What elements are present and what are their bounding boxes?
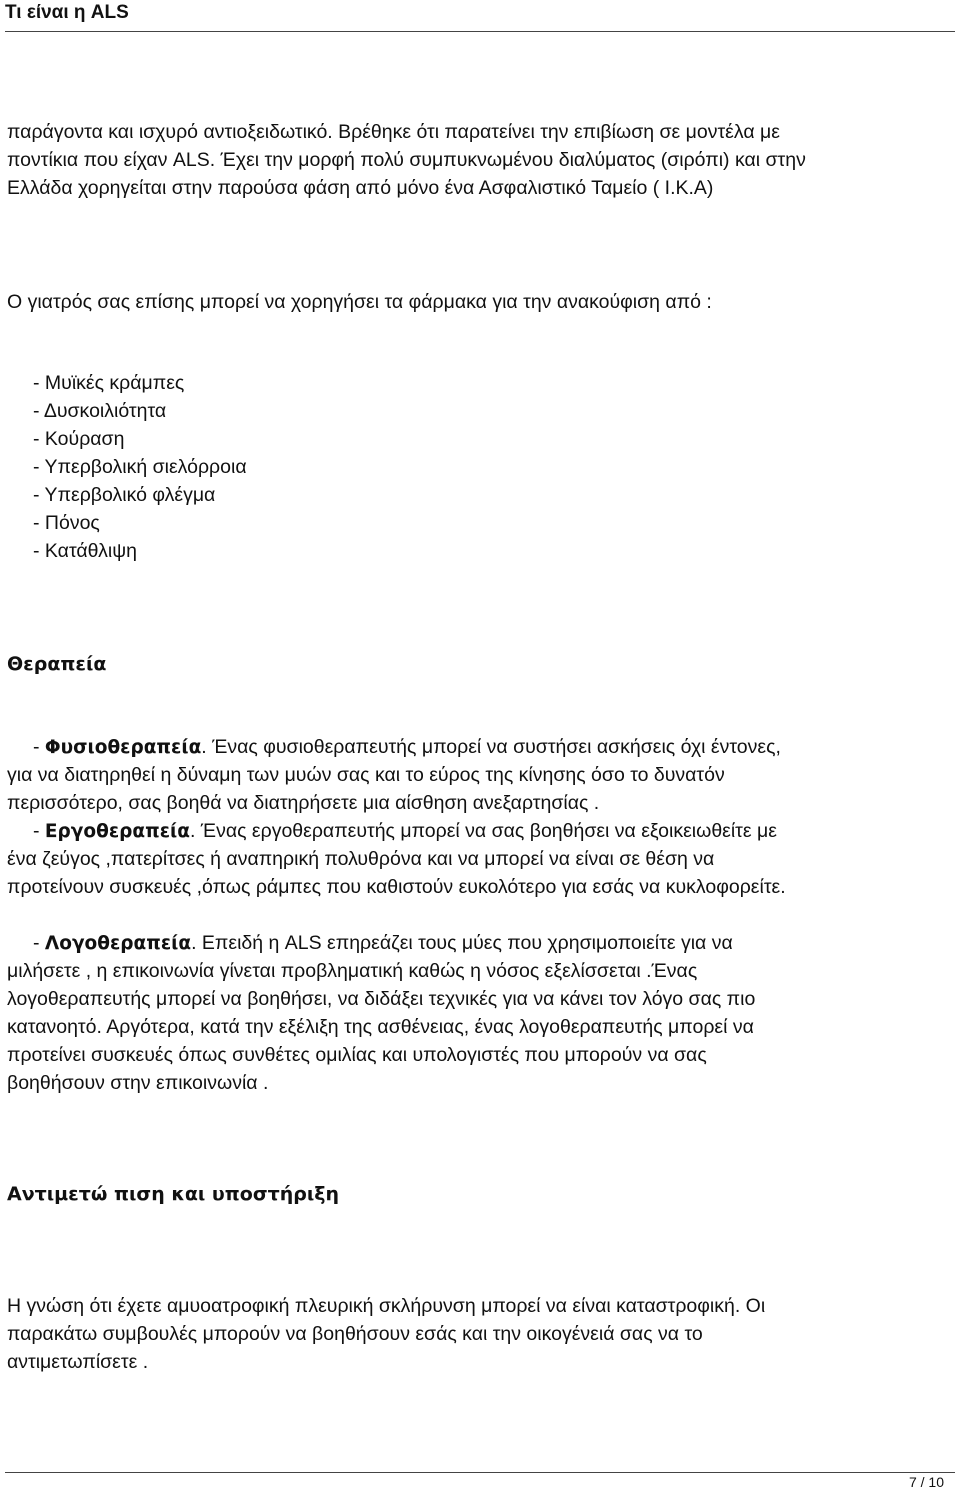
support-line: Η γνώση ότι έχετε αμυοατροφική πλευρική σκλήρυνση μπορεί να είναι καταστροφική. Οι: [7, 1295, 766, 1317]
document-header: [5, 2, 955, 24]
intro-line: παράγοντα και ισχυρό αντιοξειδωτικό. Βρέθηκε ότι παρατείνει την επιβίωση σε μοντέλα με: [7, 121, 780, 143]
speech-line: λογοθεραπευτής μπορεί να βοηθήσει, να διδάξει τεχνικές για να κάνει τον λόγο σας πιο: [7, 988, 756, 1010]
doctor-sentence: Ο γιατρός σας επίσης μπορεί να χορηγήσει τα φάρμακα για την ανακούφιση από :: [7, 291, 712, 313]
footer-divider: [5, 1472, 955, 1473]
physio-line: για να διατηρηθεί η δύναμη των μυών σας και το εύρος της κίνησης όσο το δυνατόν: [7, 764, 725, 786]
intro-line: ποντίκια που είχαν ALS. Έχει την μορφή πολύ συμπυκνωμένου διαλύματος (σιρόπι) και στην: [7, 149, 806, 171]
occupational-line: . Ένας εργοθεραπευτής μπορεί να σας βοηθήσει να εξοικειωθείτε με: [189, 820, 777, 842]
speech-line: βοηθήσουν στην επικοινωνία .: [7, 1072, 269, 1094]
document-title: Τι είναι η ALS: [5, 2, 129, 23]
occupational-continuation: [7, 845, 952, 901]
occupational-item: [33, 817, 953, 846]
physio-term: Φυσιοθεραπεία: [44, 737, 202, 758]
speech-term: Λογοθεραπεία: [44, 933, 192, 954]
list-item: - Μυϊκές κράμπες: [33, 372, 185, 394]
physio-line: περισσότερο, σας βοηθά να διατηρήσετε μια αίσθηση ανεξαρτησίας .: [7, 792, 600, 814]
intro-line: Ελλάδα χορηγείται στην παρούσα φάση από μόνο ένα Ασφαλιστικό Ταμείο ( Ι.Κ.Α): [7, 177, 714, 199]
speech-line: μιλήσετε , η επικοινωνία γίνεται προβληματική καθώς η νόσος εξελίσσεται .Ένας: [7, 960, 698, 982]
list-item: - Υπερβολικό φλέγμα: [33, 484, 216, 506]
occupational-dash: -: [33, 820, 45, 842]
list-item: - Κατάθλιψη: [33, 540, 137, 562]
support-heading: Αντιμετώ πιση και υποστήριξη: [7, 1183, 340, 1205]
header-divider: [5, 31, 955, 32]
page-number: 7 / 10: [908, 1474, 944, 1490]
list-item: - Κούραση: [33, 428, 125, 450]
physio-dash: -: [33, 736, 45, 758]
speech-dash: -: [33, 932, 45, 954]
therapy-heading: Θεραπεία: [7, 653, 107, 675]
speech-line: προτείνει συσκευές όπως συνθέτες ομιλίας και υπολογιστές που μπορούν να σας: [7, 1044, 707, 1066]
occupational-line: ένα ζεύγος ,πατερίτσες ή αναπηρική πολυθρόνα και να μπορεί να είναι σε θέση να: [7, 848, 715, 870]
speech-continuation: [7, 957, 952, 1097]
intro-paragraph: [7, 118, 952, 202]
occupational-line: προτείνουν συσκευές ,όπως ράμπες που καθιστούν ευκολότερο για εσάς να κυκλοφορείτε.: [7, 876, 786, 898]
speech-item: [33, 929, 953, 958]
physio-continuation: [7, 761, 952, 817]
list-item: - Δυσκοιλιότητα: [33, 400, 167, 422]
symptom-list: [33, 369, 247, 565]
physio-line: . Ένας φυσιοθεραπευτής μπορεί να συστήσει ασκήσεις όχι έντονες,: [201, 736, 781, 758]
speech-line: . Επειδή η ALS επηρεάζει τους μύες που χρησιμοποιείτε για να: [191, 932, 733, 954]
physio-item: [33, 733, 953, 762]
support-paragraph: [7, 1292, 952, 1376]
list-item: - Υπερβολική σιελόρροια: [33, 456, 247, 478]
support-line: παρακάτω συμβουλές μπορούν να βοηθήσουν εσάς και την οικογένειά σας να το: [7, 1323, 703, 1345]
list-item: - Πόνος: [33, 512, 100, 534]
occupational-term: Εργοθεραπεία: [44, 821, 190, 842]
speech-line: κατανοητό. Αργότερα, κατά την εξέλιξη της ασθένειας, ένας λογοθεραπευτής μπορεί να: [7, 1016, 754, 1038]
support-line: αντιμετωπίσετε .: [7, 1351, 149, 1373]
